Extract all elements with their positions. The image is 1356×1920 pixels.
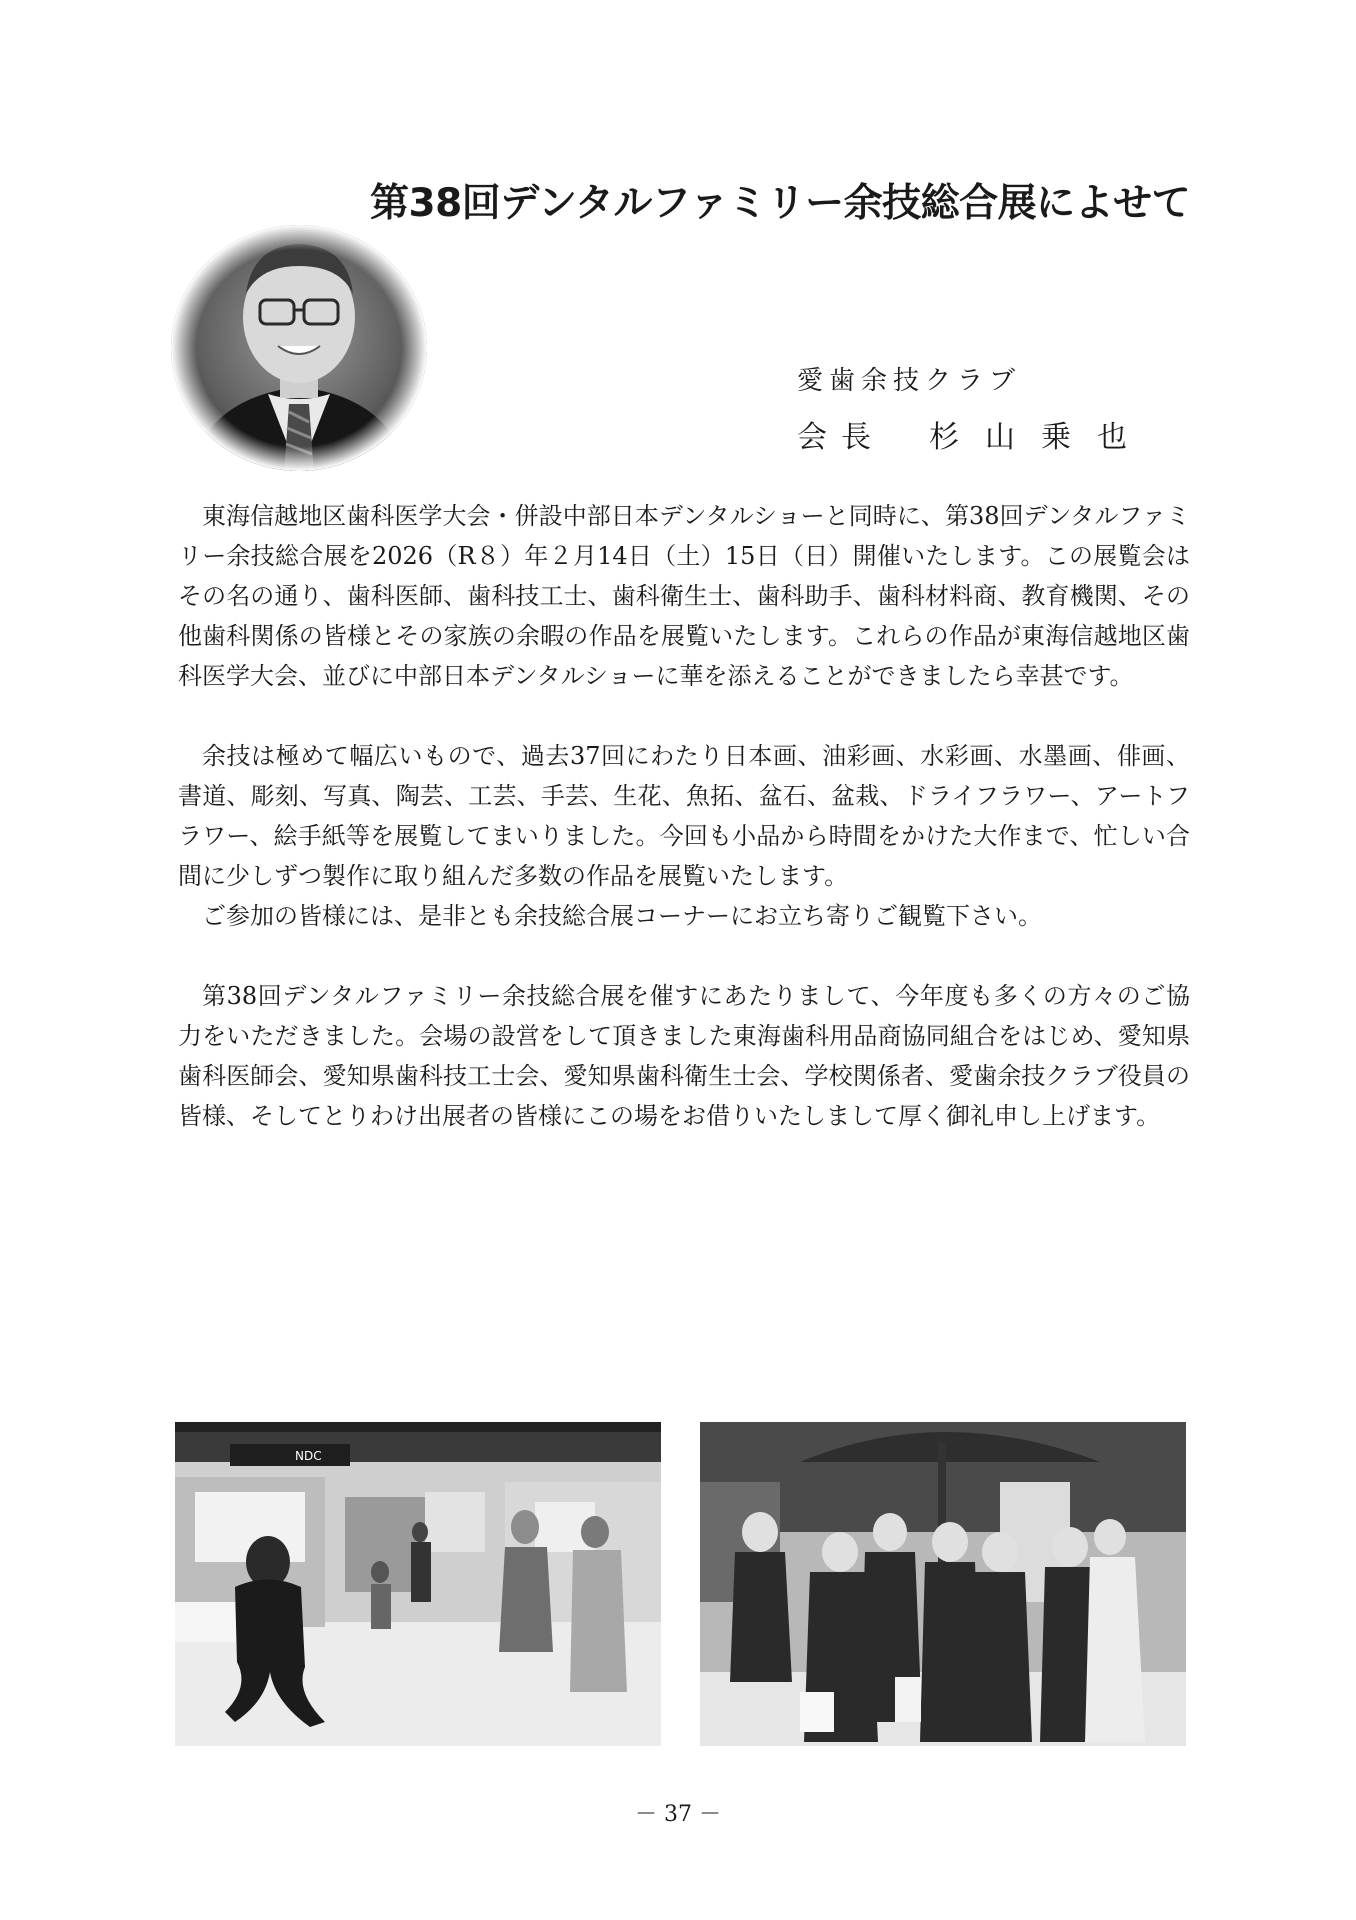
paragraph-thanks: 第38回デンタルファミリー余技総合展を催すにあたりまして、今年度も多くの方々のご協力をいただきました。会場の設営をして頂きました東海歯科用品商協同組合をはじめ、愛知県歯科医師会、愛知県歯科技工士会、愛知県歯科衛生士会、学校関係者、愛歯余技クラブ役員の皆様、そしてとりわけ出展者の皆様にこの場をお借りいたしまして厚く御礼申し上げます。: [178, 982, 1190, 1130]
booth-sign: NDC: [295, 1449, 322, 1463]
article-body: [178, 496, 1190, 1136]
paragraph-intro: 東海信越地区歯科医学大会・併設中部日本デンタルショーと同時に、第38回デンタルファミリー余技総合展を2026（R８）年２月14日（土）15日（日）開催いたします。この展覧会はその名の通り、歯科医師、歯科技工士、歯科衛生士、歯科助手、歯科材料商、教育機関、その他歯科関係の皆様とその家族の余暇の作品を展覧いたします。これらの作品が東海信越地区歯科医学大会、並びに中部日本デンタルショーに華を添えることができましたら幸甚です。: [178, 502, 1190, 690]
author-role: 会長: [797, 420, 885, 455]
group-photo: [700, 1422, 1186, 1746]
author-organization: 愛歯余技クラブ: [797, 366, 1022, 396]
paragraph-invitation: ご参加の皆様には、是非とも余技総合展コーナーにお立ち寄りご観覧下さい。: [202, 902, 1042, 930]
author-portrait: [168, 222, 430, 474]
article-title: 第38回デンタルファミリー余技総合展によせて: [370, 181, 1191, 226]
paragraph-genres: 余技は極めて幅広いもので、過去37回にわたり日本画、油彩画、水彩画、水墨画、俳画、書道、彫刻、写真、陶芸、工芸、手芸、生花、魚拓、盆石、盆栽、ドライフラワー、アートフラワー、絵手紙等を展覧してまいりました。今回も小品から時間をかけた大作まで、忙しい合間に少しずつ製作に取り組んだ多数の作品を展覧いたします。: [178, 742, 1190, 890]
page-number: － 37 －: [635, 1802, 721, 1827]
exhibition-hall-photo: [175, 1422, 661, 1746]
author-line: [797, 412, 1153, 456]
author-name: 杉山乗也: [929, 420, 1153, 455]
